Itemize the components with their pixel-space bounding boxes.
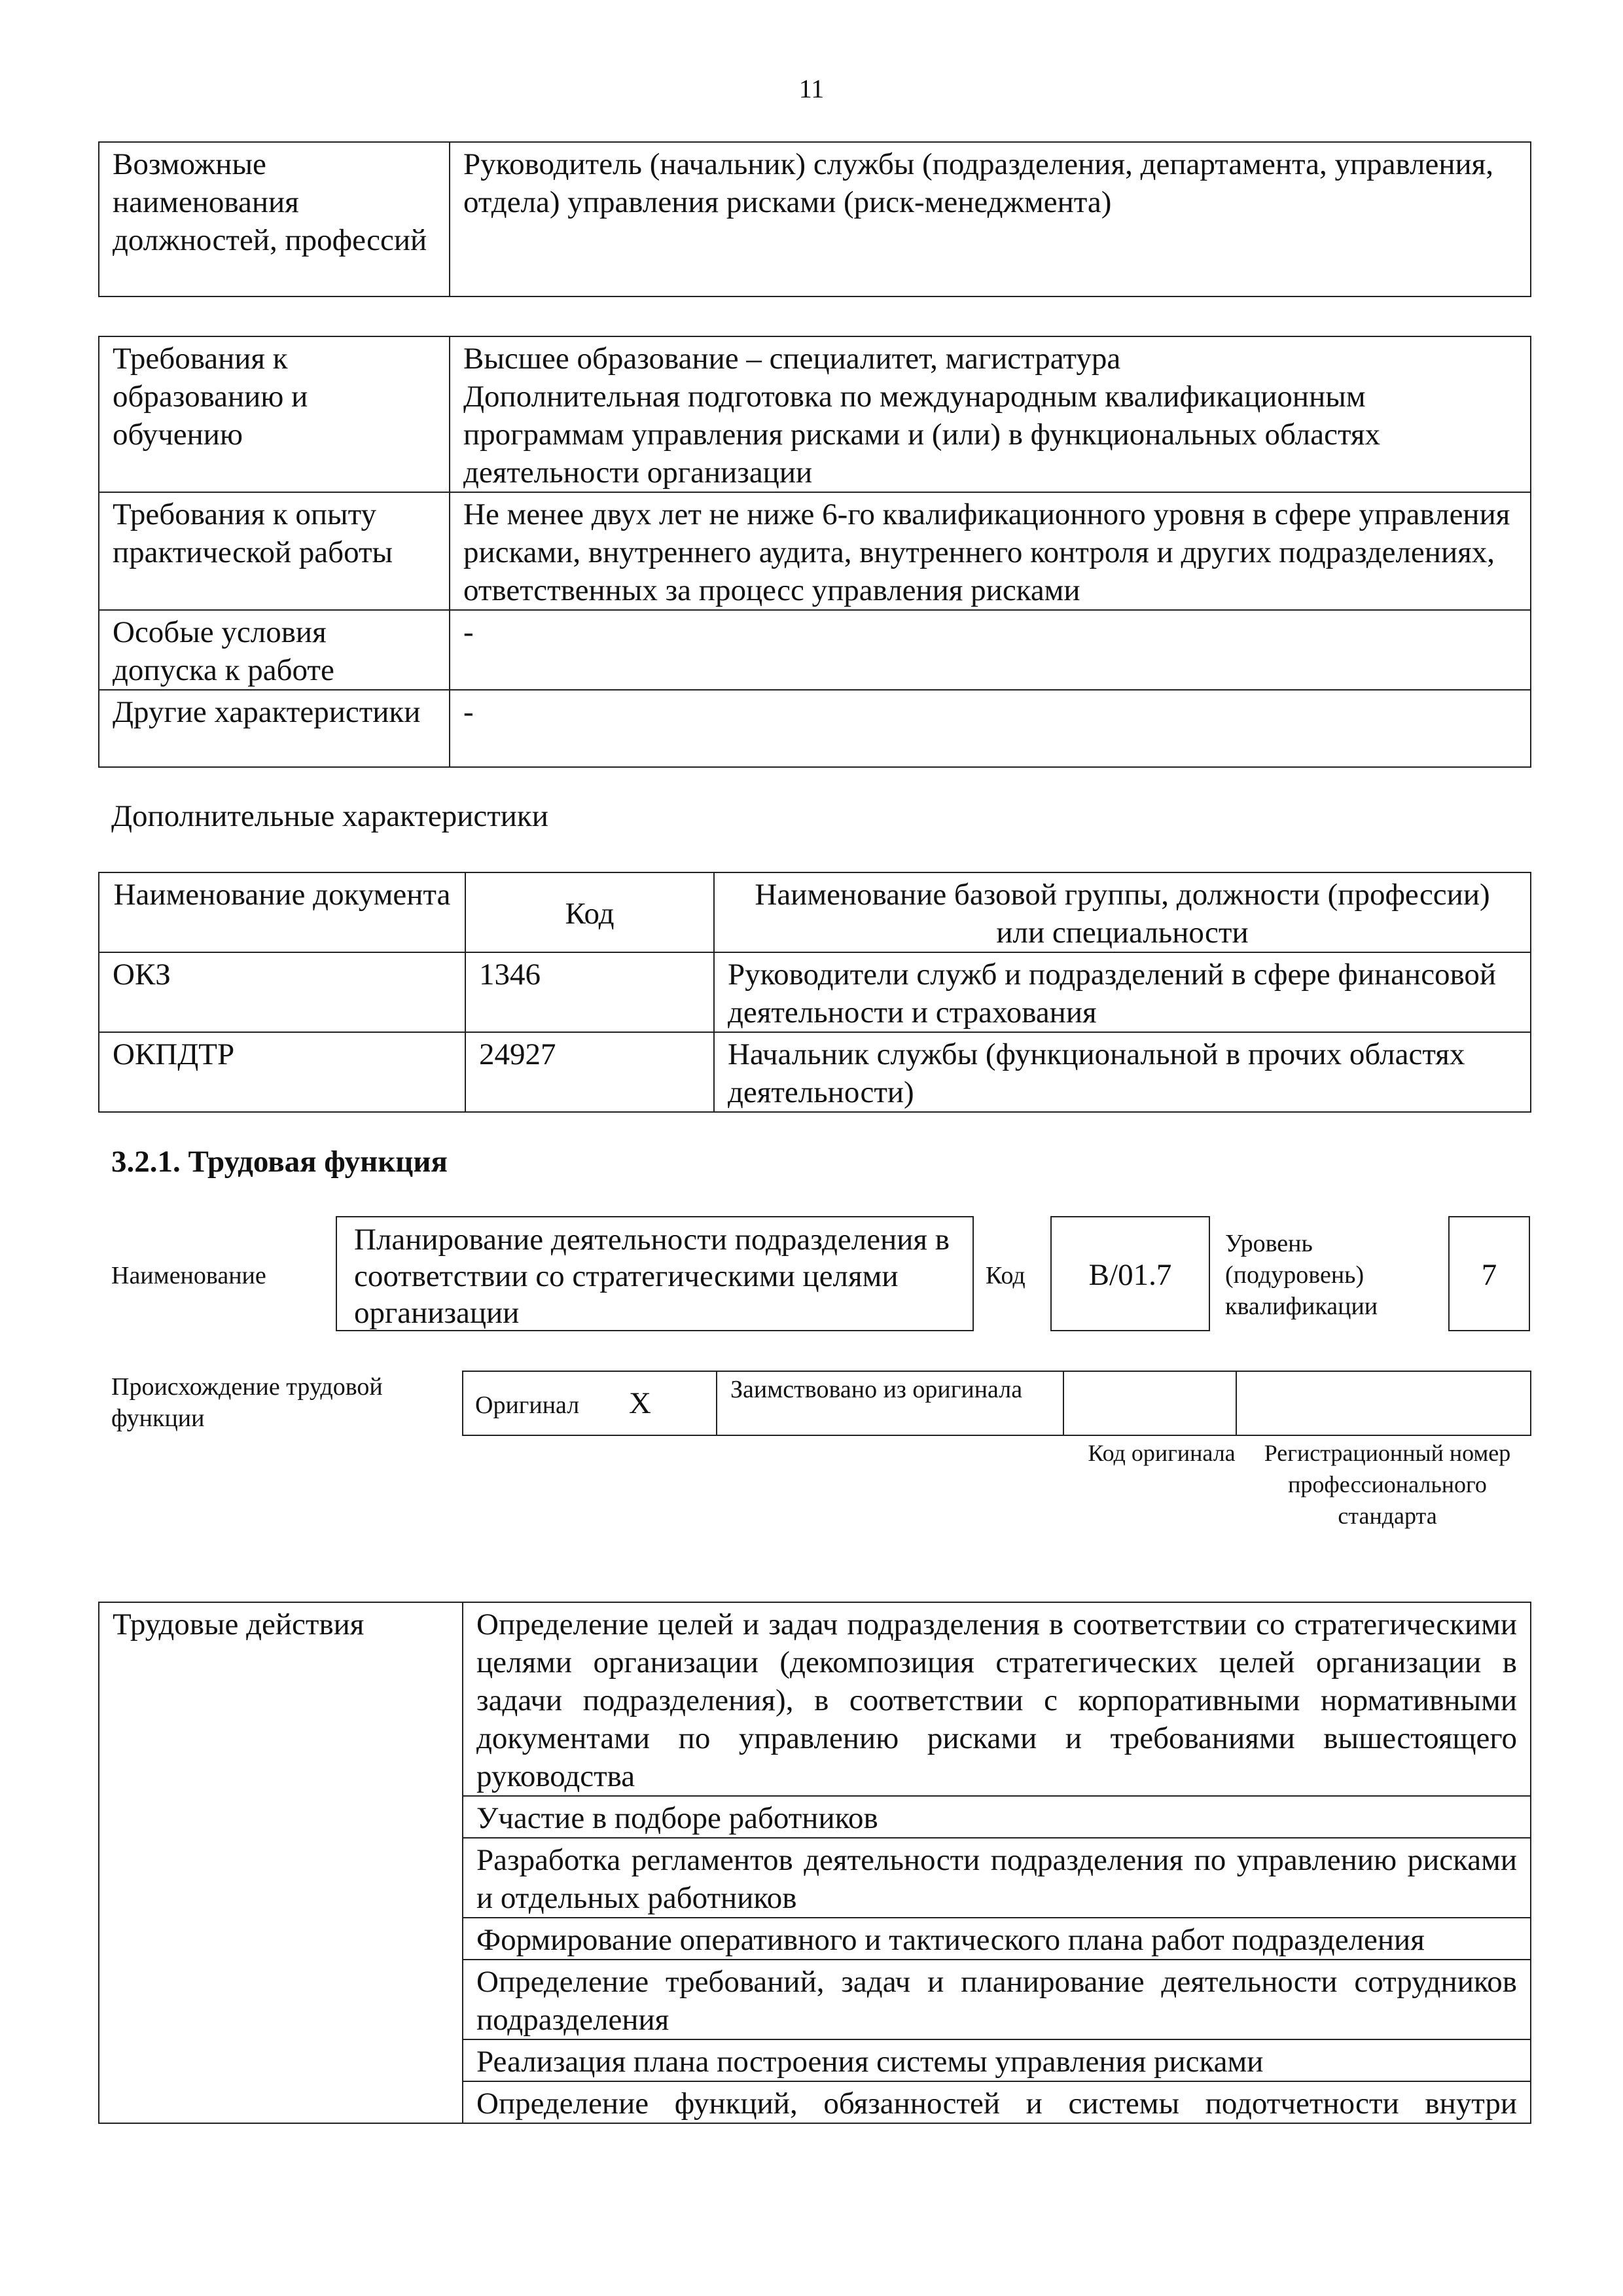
experience-label: Требования к опыту практической работы bbox=[99, 492, 450, 610]
additional-header-document: Наименование документа bbox=[99, 872, 465, 952]
origin-original-label: Оригинал bbox=[475, 1391, 580, 1419]
section-title: 3.2.1. Трудовая функция bbox=[111, 1145, 448, 1179]
education-value bbox=[450, 336, 1531, 492]
origin-original-cell bbox=[463, 1371, 717, 1435]
other-label: Другие характеристики bbox=[99, 690, 450, 767]
action-item: Разработка регламентов деятельности подразделения по управлению рисками и отдельных работников bbox=[463, 1838, 1531, 1918]
name-label: Наименование bbox=[111, 1262, 266, 1289]
origin-reg-cell bbox=[1236, 1371, 1531, 1435]
additional-cell-code: 24927 bbox=[465, 1032, 714, 1112]
origin-borrowed-label: Заимствовано из оригинала bbox=[717, 1371, 1063, 1435]
admission-label: Особые условия допуска к работе bbox=[99, 610, 450, 690]
code-value: B/01.7 bbox=[1088, 1258, 1172, 1292]
name-value-box bbox=[336, 1216, 974, 1331]
action-item: Формирование оперативного и тактического плана работ подразделения bbox=[463, 1918, 1531, 1960]
requirements-table bbox=[98, 336, 1531, 768]
table-row bbox=[99, 952, 1531, 1032]
page-number: 11 bbox=[798, 74, 825, 103]
additional-cell-doc: ОКЗ bbox=[99, 952, 465, 1032]
origin-table bbox=[462, 1371, 1531, 1436]
table-row bbox=[99, 1032, 1531, 1112]
positions-label: Возможные наименования должностей, профессий bbox=[99, 142, 450, 296]
code-value-box bbox=[1050, 1216, 1210, 1331]
origin-label: Происхождение трудовой функции bbox=[111, 1373, 383, 1432]
level-value-box bbox=[1448, 1216, 1530, 1331]
action-item: Участие в подборе работников bbox=[463, 1796, 1531, 1838]
education-value-line1: Высшее образование – специалитет, магистратура bbox=[463, 342, 1121, 376]
code-label: Код bbox=[986, 1262, 1026, 1289]
education-value-line2: Дополнительная подготовка по международным квалификационным программам управления рисками и (или) в функциональных областях деятельности организации bbox=[463, 380, 1381, 490]
additional-cell-name: Начальник службы (функциональной в прочих областях деятельности) bbox=[714, 1032, 1531, 1112]
education-label: Требования к образованию и обучению bbox=[99, 336, 450, 492]
positions-table bbox=[98, 141, 1531, 297]
action-item: Определение требований, задач и планирование деятельности сотрудников подразделения bbox=[463, 1960, 1531, 2039]
additional-title: Дополнительные характеристики bbox=[111, 799, 548, 833]
level-label: Уровень (подуровень) квалификации bbox=[1225, 1230, 1378, 1320]
additional-header-code: Код bbox=[465, 872, 714, 952]
positions-value: Руководитель (начальник) службы (подразделения, департамента, управления, отдела) управления рисками (риск-менеджмента) bbox=[450, 142, 1531, 296]
action-item: Реализация плана построения системы управления рисками bbox=[463, 2039, 1531, 2081]
admission-value: - bbox=[450, 610, 1531, 690]
origin-code-cell bbox=[1063, 1371, 1236, 1435]
additional-cell-name: Руководители служб и подразделений в сфере финансовой деятельности и страхования bbox=[714, 952, 1531, 1032]
additional-cell-doc: ОКПДТР bbox=[99, 1032, 465, 1112]
origin-reg-caption: Регистрационный номер профессионального стандарта bbox=[1264, 1440, 1511, 1529]
actions-label: Трудовые действия bbox=[99, 1602, 463, 2123]
actions-table bbox=[98, 1602, 1531, 2124]
name-value: Планирование деятельности подразделения в соответствии со стратегическими целями организации bbox=[354, 1223, 950, 1330]
origin-code-caption: Код оригинала bbox=[1088, 1440, 1236, 1466]
additional-cell-code: 1346 bbox=[465, 952, 714, 1032]
action-item: Определение целей и задач подразделения в соответствии со стратегическими целями организации (декомпозиция стратегических целей организации в задачи подразделения), в соответствии с корпоративными нормативными документами по управлению рисками и требованиями вышестоящего руководства bbox=[463, 1602, 1531, 1796]
other-value: - bbox=[450, 690, 1531, 767]
experience-value: Не менее двух лет не ниже 6-го квалификационного уровня в сфере управления рисками, внутреннего аудита, внутреннего контроля и других подразделениях, ответственных за процесс управления рисками bbox=[450, 492, 1531, 610]
origin-original-mark: X bbox=[628, 1386, 651, 1420]
additional-table bbox=[98, 872, 1531, 1113]
additional-header-group: Наименование базовой группы, должности (профессии) или специальности bbox=[714, 872, 1531, 952]
level-value: 7 bbox=[1481, 1258, 1497, 1292]
action-item: Определение функций, обязанностей и системы подотчетности внутри bbox=[463, 2081, 1531, 2123]
